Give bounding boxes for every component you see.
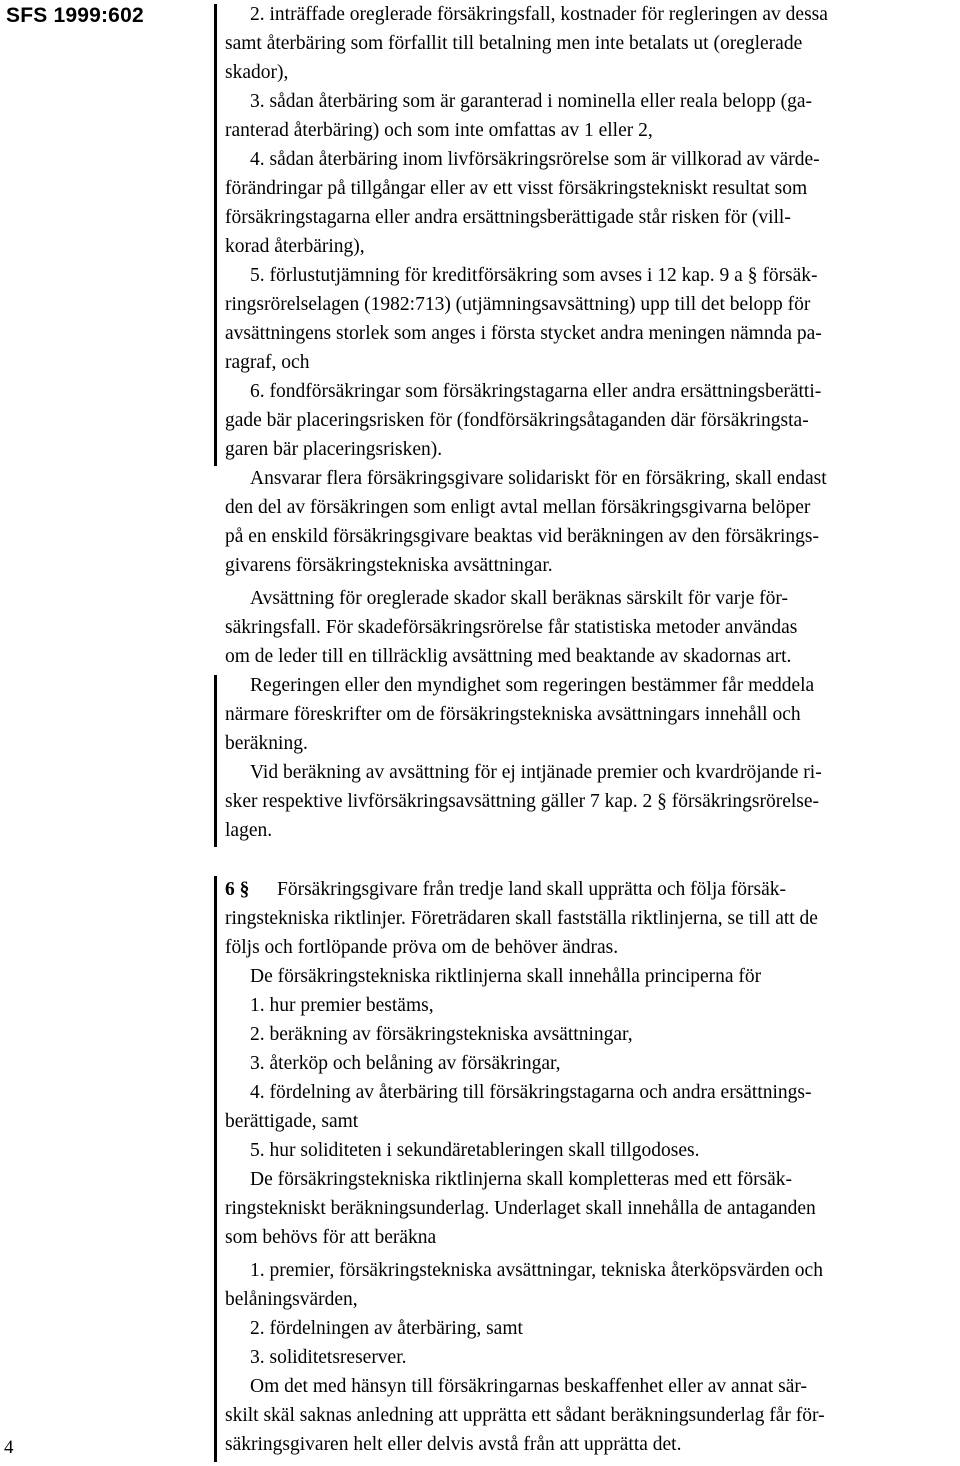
text-line: Regeringen eller den myndighet som regeringen bestämmer får meddela: [250, 675, 815, 696]
text-line: sker respektive livförsäkringsavsättning gäller 7 kap. 2 § försäkringsrörelse-: [225, 791, 820, 812]
text-line: 5. förlustutjämning för kreditförsäkring som avses i 12 kap. 9 a § försäk-: [250, 265, 818, 286]
text-line: berättigade, samt: [225, 1111, 359, 1132]
change-bar-3: [214, 876, 217, 1462]
text-line: belåningsvärden,: [225, 1289, 358, 1310]
text-line: om de leder till en tillräcklig avsättning med beaktande av skadornas art.: [225, 646, 792, 667]
text-line: skilt skäl saknas anledning att upprätta ett sådant beräkningsunderlag får för-: [225, 1405, 825, 1426]
text-line: ragraf, och: [225, 352, 310, 373]
text-line: Vid beräkning av avsättning för ej intjänade premier och kvardröjande ri-: [250, 762, 822, 783]
text-line: som behövs för att beräkna: [225, 1227, 437, 1248]
text-line: lagen.: [225, 820, 273, 841]
text-line: 4. fördelning av återbäring till försäkringstagarna och andra ersättnings-: [250, 1082, 812, 1103]
text-line: Ansvarar flera försäkringsgivare solidariskt för en försäkring, skall endast: [250, 468, 827, 489]
text-line: De försäkringstekniska riktlinjerna skall innehålla principerna för: [250, 966, 762, 987]
text-line: skador),: [225, 62, 289, 83]
section-number-label: 6 §: [225, 879, 250, 900]
text-line: beräkning.: [225, 733, 308, 754]
text-line: samt återbäring som förfallit till betalning men inte betalats ut (oreglerade: [225, 33, 803, 54]
text-line: 2. inträffade oreglerade försäkringsfall, kostnader för regleringen av dessa: [250, 4, 828, 25]
text-line: säkringsfall. För skadeförsäkringsrörelse får statistiska metoder användas: [225, 617, 798, 638]
text-line: 1. premier, försäkringstekniska avsättningar, tekniska återköpsvärden och: [250, 1260, 823, 1281]
text-line: avsättningens storlek som anges i första stycket andra meningen nämnda pa-: [225, 323, 822, 344]
text-line: givarens försäkringstekniska avsättningar.: [225, 555, 553, 576]
text-line: 6. fondförsäkringar som försäkringstagarna eller andra ersättningsberätti-: [250, 381, 822, 402]
section-number: [225, 875, 275, 904]
text-line: på en enskild försäkringsgivare beaktas vid beräkningen av den försäkrings-: [225, 526, 820, 547]
text-line: ranterad återbäring) och som inte omfattas av 1 eller 2,: [225, 120, 653, 141]
text-line: ringstekniskt beräkningsunderlag. Underlaget skall innehålla de antaganden: [225, 1198, 816, 1219]
text-line: garen bär placeringsrisken).: [225, 439, 443, 460]
text-line: den del av försäkringen som enligt avtal mellan försäkringsgivarna belöper: [225, 497, 811, 518]
change-bar-2: [214, 675, 217, 847]
text-line: 2. beräkning av försäkringstekniska avsättningar,: [250, 1024, 633, 1045]
text-line: ringstekniska riktlinjer. Företrädaren skall fastställa riktlinjerna, se till att de: [225, 908, 818, 929]
text-line: försäkringstagarna eller andra ersättningsberättigade står risken för (vill-: [225, 207, 791, 228]
text-line: 3. soliditetsreserver.: [250, 1347, 407, 1368]
text-line: ringsrörelselagen (1982:713) (utjämningsavsättning) upp till det belopp för: [225, 294, 811, 315]
text-line: 3. återköp och belåning av försäkringar,: [250, 1053, 561, 1074]
text-line: Försäkringsgivare från tredje land skall upprätta och följa försäk-: [277, 879, 786, 900]
text-line: säkringsgivaren helt eller delvis avstå från att upprätta det.: [225, 1434, 682, 1455]
page-number: 4: [4, 1437, 14, 1458]
text-line: De försäkringstekniska riktlinjerna skall kompletteras med ett försäk-: [250, 1169, 793, 1190]
text-line: korad återbäring),: [225, 236, 365, 257]
change-bar-1: [214, 4, 217, 466]
text-line: närmare föreskrifter om de försäkringstekniska avsättningars innehåll och: [225, 704, 801, 725]
text-line: 2. fördelningen av återbäring, samt: [250, 1318, 523, 1339]
text-line: 3. sådan återbäring som är garanterad i nominella eller reala belopp (ga-: [250, 91, 812, 112]
text-line: förändringar på tillgångar eller av ett visst försäkringstekniskt resultat som: [225, 178, 808, 199]
document-reference: SFS 1999:602: [6, 4, 144, 27]
text-line: Avsättning för oreglerade skador skall beräknas särskilt för varje för-: [250, 588, 789, 609]
text-line: 5. hur soliditeten i sekundäretableringen skall tillgodoses.: [250, 1140, 700, 1161]
text-line: 1. hur premier bestäms,: [250, 995, 434, 1016]
text-line: 4. sådan återbäring inom livförsäkringsrörelse som är villkorad av värde-: [250, 149, 820, 170]
text-line: Om det med hänsyn till försäkringarnas beskaffenhet eller av annat sär-: [250, 1376, 807, 1397]
text-line: gade bär placeringsrisken för (fondförsäkringsåtaganden där försäkringsta-: [225, 410, 809, 431]
text-line: följs och fortlöpande pröva om de behöver ändras.: [225, 937, 619, 958]
